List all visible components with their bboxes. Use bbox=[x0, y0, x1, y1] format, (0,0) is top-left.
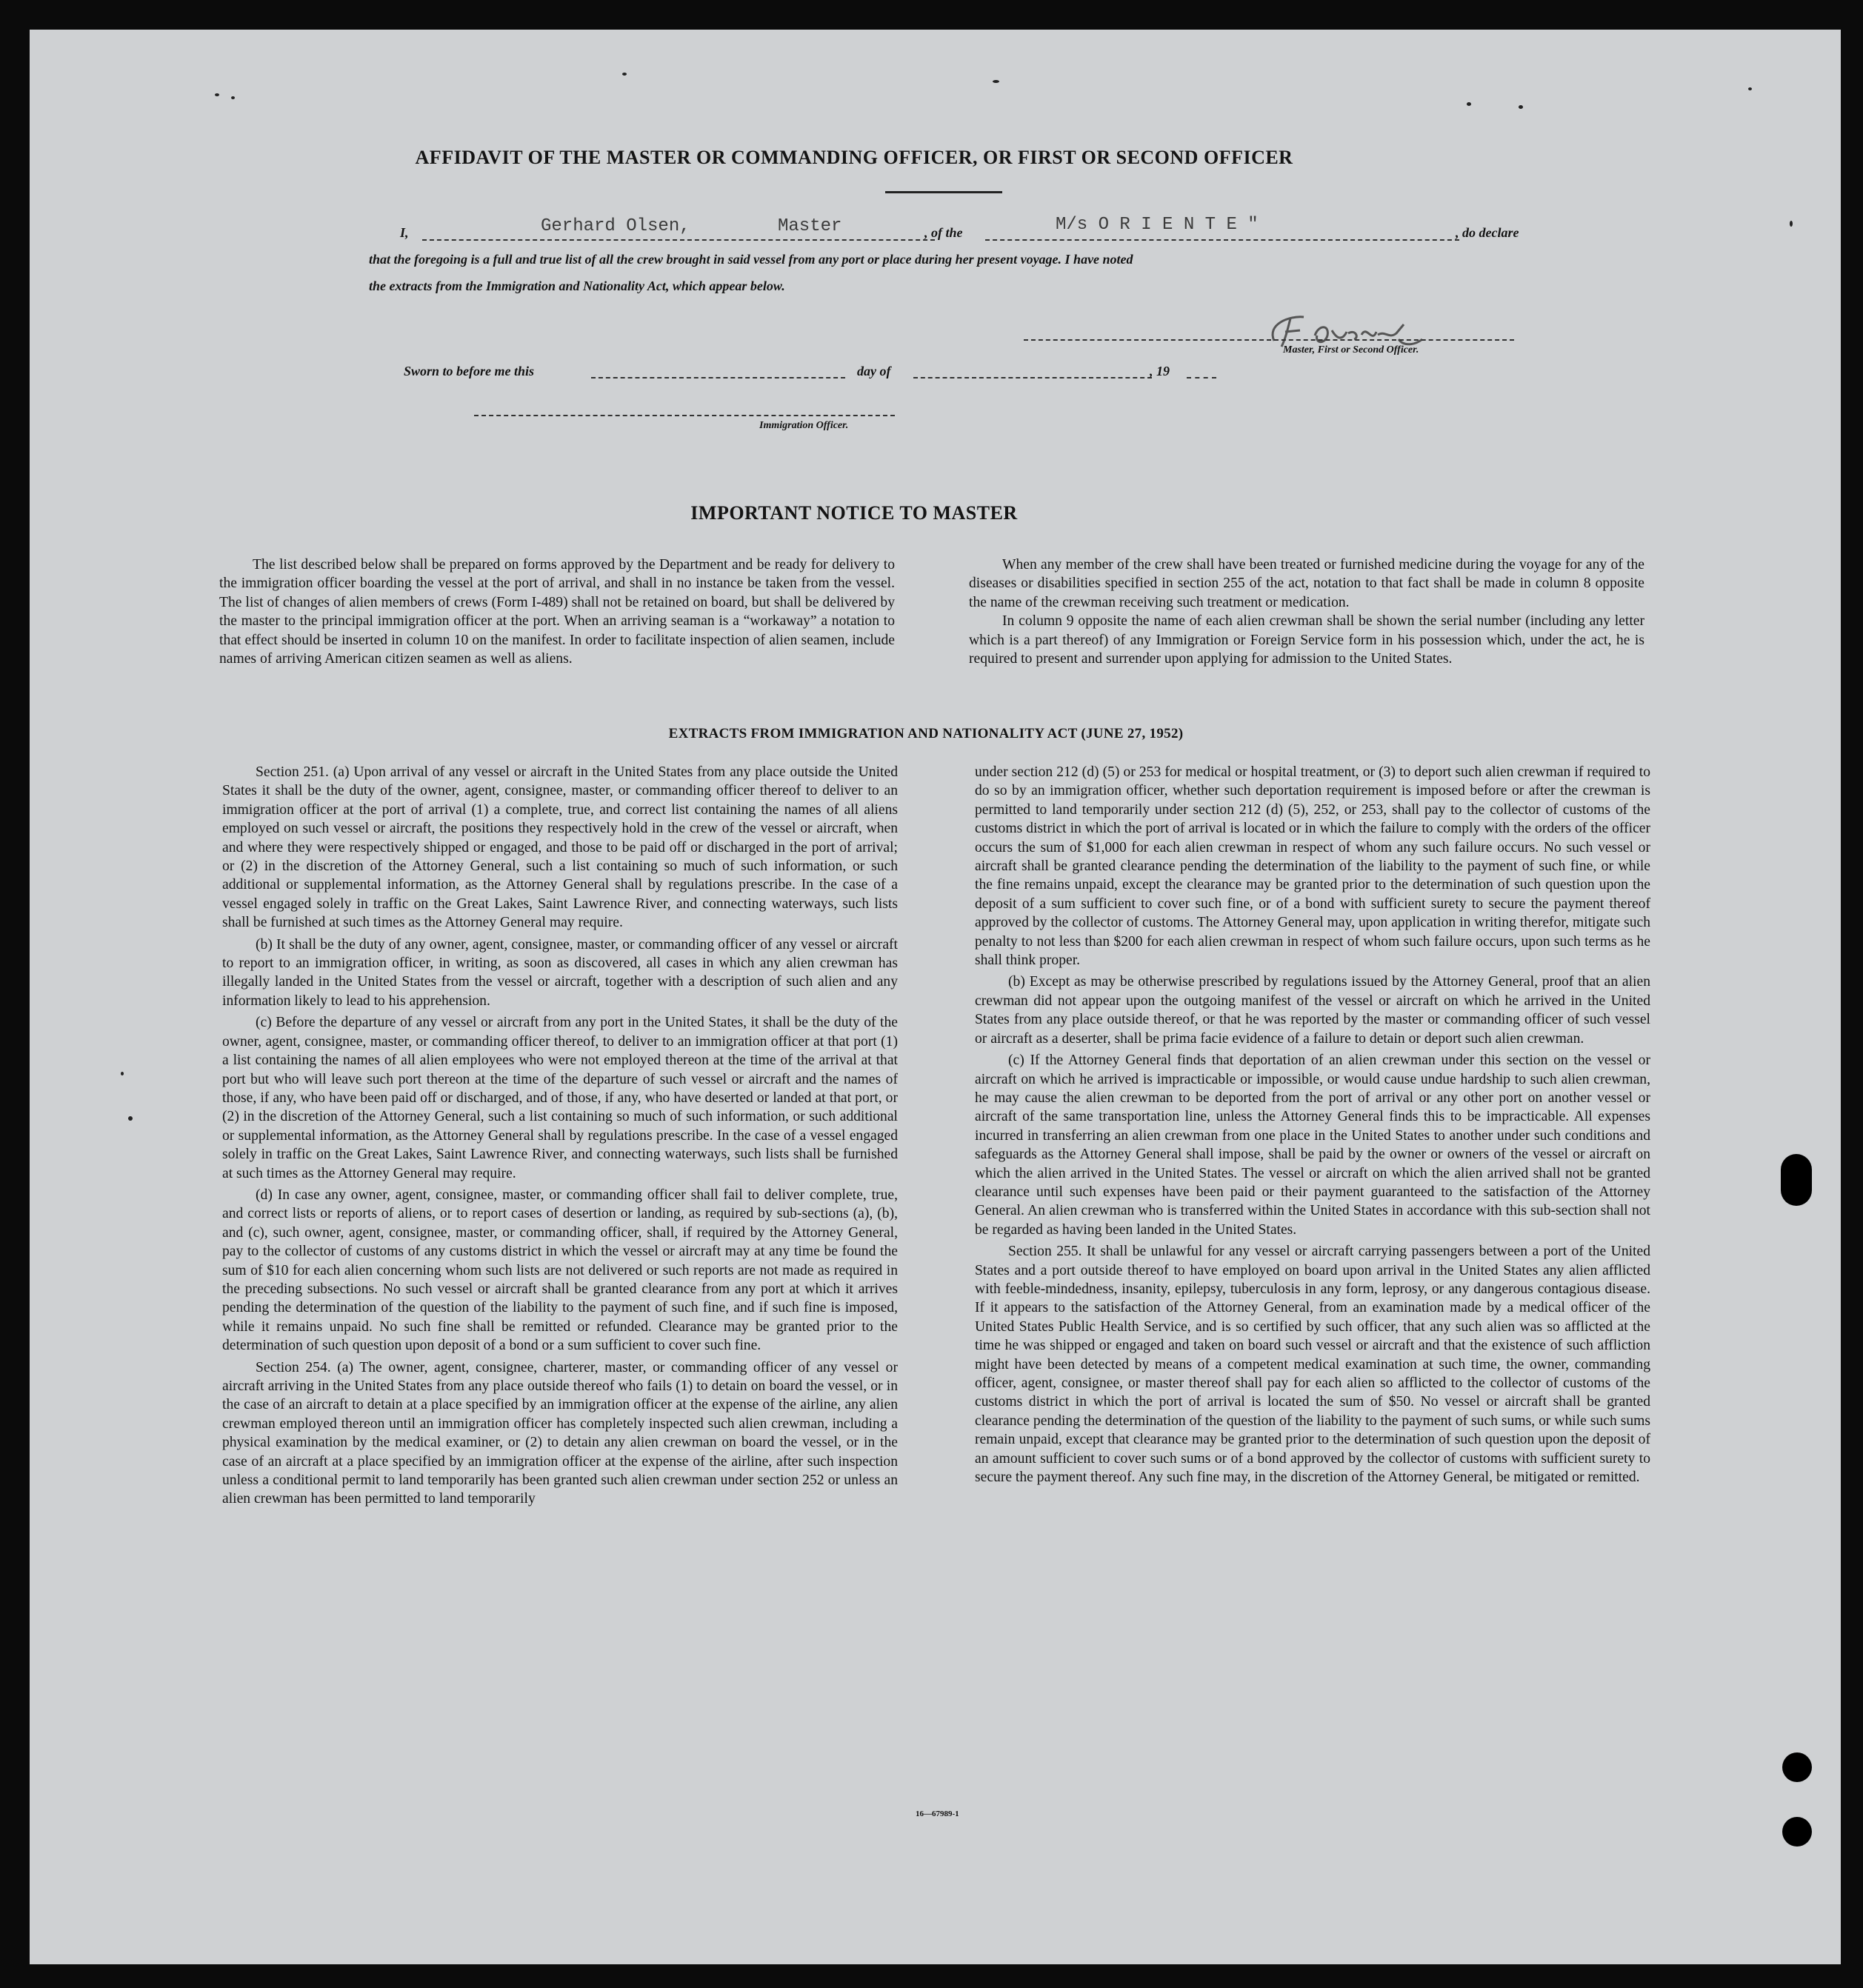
officer-caption: Immigration Officer. bbox=[759, 420, 849, 431]
binder-hole bbox=[1782, 1817, 1812, 1847]
vessel-typed: M/s O R I E N T E " bbox=[1056, 215, 1259, 235]
declaration-line-1: that the foregoing is a full and true list of all the crew brought in said vessel from any port or place during her present voyage. I have noted bbox=[369, 252, 1133, 267]
scan-speck bbox=[1748, 87, 1752, 90]
scan-speck bbox=[121, 1072, 124, 1075]
extract-paragraph: (c) If the Attorney General finds that deportation of an alien crewman under this section on the vessel or aircraft on which he arrived is impracticable or impossible, or would cause undue hardship to such alien crewman, he may cause the alien crewman to be deported from the port of arrival or any other port on another vessel or aircraft of the same transportation line, unless the Attorney General finds this to be impracticable. All expenses incurred in transferring an alien crewman from one place in the United States to another under such conditions and safeguards as the Attorney General shall impose, shall be paid by the owner or owners of the vessel or aircraft on which the alien arrived in the United States. The vessel or aircraft on which the alien arrived shall not be granted clearance until such expenses have been paid or their payment guaranteed to the satisfaction of the Attorney General. An alien crewman who is transferred within the United States in accordance with this sub-section shall not be regarded as having been landed in the United States. bbox=[975, 1053, 1650, 1238]
sworn-day-line bbox=[591, 377, 845, 378]
extract-paragraph: under section 212 (d) (5) or 253 for medical or hospital treatment, or (3) to deport such alien crewman if required to do so by an immigration officer, whether such deportation requirement is imposed before or after the crewman is permitted to land temporarily under section 212 (d) (5), 252, or 253, shall pay to the collector of customs of the customs district in which the port of arrival is located or in which the failure to comply with the orders of the officer occurs the sum of $1,000 for each alien crewman in respect of whom any such failure occurs. No such vessel or aircraft shall be granted clearance pending the determination of the liability to the payment of such fine, or while the fine remains unpaid, except the clearance may be granted prior to the determination of such question upon the deposit of a sum sufficient to cover such fine, or of a bond with sufficient surety to secure the payment thereof approved by the collector of customs. The Attorney General may, upon application in writing therefor, mitigate such penalty to not less than $200 for each alien crewman in respect of whom such failure occurs, upon such terms as he shall think proper. bbox=[975, 764, 1650, 969]
rank-typed: Master bbox=[778, 216, 842, 236]
binder-hole bbox=[1781, 1154, 1812, 1206]
scan-speck bbox=[128, 1116, 133, 1121]
extract-paragraph: Section 255. It shall be unlawful for any vessel or aircraft carrying passengers between a port of the United States and a port outside thereof to have employed on board upon arrival in the United States any alien afflicted with feeble-mindedness, insanity, epilepsy, tuberculosis in any form, leprosy, or any dangerous contagious disease. If it appears to the satisfaction of the Attorney General, from an examination made by a medical officer of the United States Public Health Service, and is so certified by such officer, that any such alien was so afflicted at the time he was shipped or engaged and taken on board such vessel or aircraft and that the existence of such affliction might have been detected by means of a competent medical examination at such time, the owner, commanding officer, agent, consignee, or master thereof shall pay for each alien so afflicted to the collector of customs of the customs district in which the port of arrival is located the sum of $50. No vessel or aircraft shall be granted clearance pending the determination of the question of the liability to the payment of such sums, or while such sums remain unpaid, except that clearance may be granted prior to the determination of such question upon the deposit of an amount sufficient to cover such sums or of a bond approved by the collector of customs with sufficient surety to secure the payment thereof. Any such fine may, in the discretion of the Attorney General, be mitigated or remitted. bbox=[975, 1244, 1650, 1486]
extract-paragraph: (b) Except as may be otherwise prescribed by regulations issued by the Attorney General, proof that an alien crewman did not appear upon the outgoing manifest of the vessel or aircraft on which he arrived in the United States from any place outside thereof, or that he was reported by the master or commanding officer of such vessel or aircraft as a deserter, shall be prima facie evidence of a failure to detain or deport such alien crewman. bbox=[975, 974, 1650, 1047]
binder-hole bbox=[1782, 1752, 1812, 1782]
extract-paragraph: (d) In case any owner, agent, consignee, master, or commanding officer shall fail to deliver complete, true, and correct lists or reports of aliens, or to report cases of desertion or landing, as required by sub-sections (a), (b), and (c), such owner, agent, consignee, master, or commanding officer, shall, if required by the Attorney General, pay to the collector of customs of any customs district in which the vessel or aircraft may at any time be found the sum of $10 for each alien concerning whom such lists are not delivered or such reports are not made as required in the preceding subsections. No such vessel or aircraft shall be granted clearance from any port at which it arrives pending the determination of the question of the liability to the payment of such fine, and if such fine is imposed, while it remains unpaid. No such fine shall be remitted or refunded. Clearance may be granted prior to the determination of such question upon deposit of a bond or a sum sufficient to cover such fine. bbox=[222, 1187, 898, 1354]
notice-left-column bbox=[219, 556, 895, 668]
affidavit-title: AFFIDAVIT OF THE MASTER OR COMMANDING OFFICER, OR FIRST OR SECOND OFFICER bbox=[415, 147, 1293, 168]
extract-paragraph: (c) Before the departure of any vessel or aircraft from any port in the United States, it shall be the duty of the owner, agent, consignee, master, or commanding officer thereof, to deliver to an immigration officer at that port (1) a list containing the names of all alien employees who were not employed thereon at the time of the arrival at that port but who will leave such port thereon at the time of the departure of such vessel or aircraft and the names of those, if any, who have been paid off or discharged, and of those, if any, who have deserted or landed at that port, or (2) in the discretion of the Attorney General, such a list containing so much of such information, or such additional or supplemental information, as the Attorney General shall by regulations prescribe. In the case of a vessel engaged solely in traffic on the Great Lakes, Saint Lawrence River, and connecting waterways, such lists shall be furnished at such times as the Attorney General may require. bbox=[222, 1015, 898, 1181]
vessel-field-line bbox=[985, 239, 1459, 241]
sworn-month-line bbox=[913, 377, 1152, 378]
scan-speck bbox=[993, 80, 999, 83]
declaration-line-2: the extracts from the Immigration and Nationality Act, which appear below. bbox=[369, 278, 785, 293]
title-rule bbox=[885, 191, 1002, 193]
document-page bbox=[30, 30, 1841, 1964]
scan-speck bbox=[1467, 102, 1471, 106]
notice-right-paragraph-2: In column 9 opposite the name of each alien crewman shall be shown the serial number (including any letter which is a part thereof) of any Immigration or Foreign Service form in his possession which, under the act, he is required to present and surrender upon applying for admission to the United States. bbox=[969, 613, 1644, 667]
extracts-title: EXTRACTS FROM IMMIGRATION AND NATIONALITY ACT (JUNE 27, 1952) bbox=[668, 726, 1184, 741]
notice-left-paragraph: The list described below shall be prepared on forms approved by the Department and be ready for delivery to the immigration officer boarding the vessel at the port of arrival, and shall in no instance be taken from the vessel. The list of changes of alien members of crews (Form I-489) shall not be retained on board, but shall be delivered by the master to the principal immigration officer at the port. When an arriving seaman is a “workaway” a notation to that effect should be inserted in column 10 on the manifest. In order to facilitate inspection of alien seamen, include names of arriving American citizen seamen as well as aliens. bbox=[219, 557, 895, 667]
scan-speck bbox=[1790, 221, 1793, 227]
extract-paragraph: Section 251. (a) Upon arrival of any vessel or aircraft in the United States from any place outside the United States it shall be the duty of the owner, agent, consignee, master, or commanding officer thereof to deliver to an immigration officer at the port of arrival (1) a complete, true, and correct list containing the names of all aliens employed on such vessel or aircraft, the positions they respectively hold in the crew of the vessel or aircraft, when and where they were respectively shipped or engaged, and those to be paid off or discharged in the port of arrival; or (2) in the discretion of the Attorney General, such a list containing so much of such information, or such additional or supplemental information, as the Attorney General shall by regulations prescribe. In the case of a vessel engaged solely in traffic on the Great Lakes, Saint Lawrence River, and connecting waterways, such lists shall be furnished at such times as the Attorney General may require. bbox=[222, 764, 898, 931]
of-the-label: , of the bbox=[924, 225, 963, 240]
form-code: 16—67989-1 bbox=[916, 1809, 959, 1818]
sworn-year-line bbox=[1187, 377, 1216, 378]
i-label: I, bbox=[400, 225, 409, 240]
signature-caption: Master, First or Second Officer. bbox=[1283, 344, 1419, 356]
extract-paragraph: (b) It shall be the duty of any owner, agent, consignee, master, or commanding officer of any vessel or aircraft to report to an immigration officer, in writing, as soon as discovered, all cases in which any alien crewman has illegally landed in the United States from the vessel or aircraft, together with a description of such alien and any information likely to lead to his apprehension. bbox=[222, 936, 898, 1009]
year-label: , 19 bbox=[1150, 364, 1170, 378]
name-field-line bbox=[422, 239, 935, 241]
notice-right-column bbox=[969, 556, 1644, 668]
do-declare-label: , do declare bbox=[1456, 225, 1519, 240]
notice-right-paragraph-1: When any member of the crew shall have been treated or furnished medicine during the voyage for any of the diseases or disabilities specified in section 255 of the act, notation to that fact shall be made in column 8 opposite the name of the crewman receiving such treatment or medication. bbox=[969, 557, 1644, 610]
scan-speck bbox=[622, 73, 627, 76]
extracts-right-column bbox=[975, 763, 1650, 1490]
scan-speck bbox=[1519, 105, 1523, 109]
scan-speck bbox=[231, 96, 235, 99]
day-of-label: day of bbox=[857, 364, 891, 378]
scan-speck bbox=[215, 93, 219, 96]
notice-title: IMPORTANT NOTICE TO MASTER bbox=[690, 502, 1018, 524]
extract-paragraph: Section 254. (a) The owner, agent, consignee, charterer, master, or commanding officer of any vessel or aircraft arriving in the United States from any place outside thereof who fails (1) to detain on board the vessel, or in the case of an aircraft to detain at a place specified by an immigration officer at the expense of the airline, any alien crewman employed thereon until an immigration officer has completely inspected such alien crewman, including a physical examination by the medical examiner, or (2) to detain any alien crewman on board the vessel, or in the case of an aircraft at a place specified by an immigration officer at the expense of the airline, after such inspection unless a conditional permit to land temporarily has been granted such alien crewman under section 252 or unless an alien crewman has been permitted to land temporarily bbox=[222, 1359, 898, 1507]
officer-signature-line bbox=[474, 415, 895, 416]
signature-line bbox=[1024, 339, 1514, 341]
extracts-left-column bbox=[222, 763, 898, 1512]
sworn-label: Sworn to before me this bbox=[404, 364, 535, 378]
name-typed: Gerhard Olsen, bbox=[541, 216, 690, 236]
